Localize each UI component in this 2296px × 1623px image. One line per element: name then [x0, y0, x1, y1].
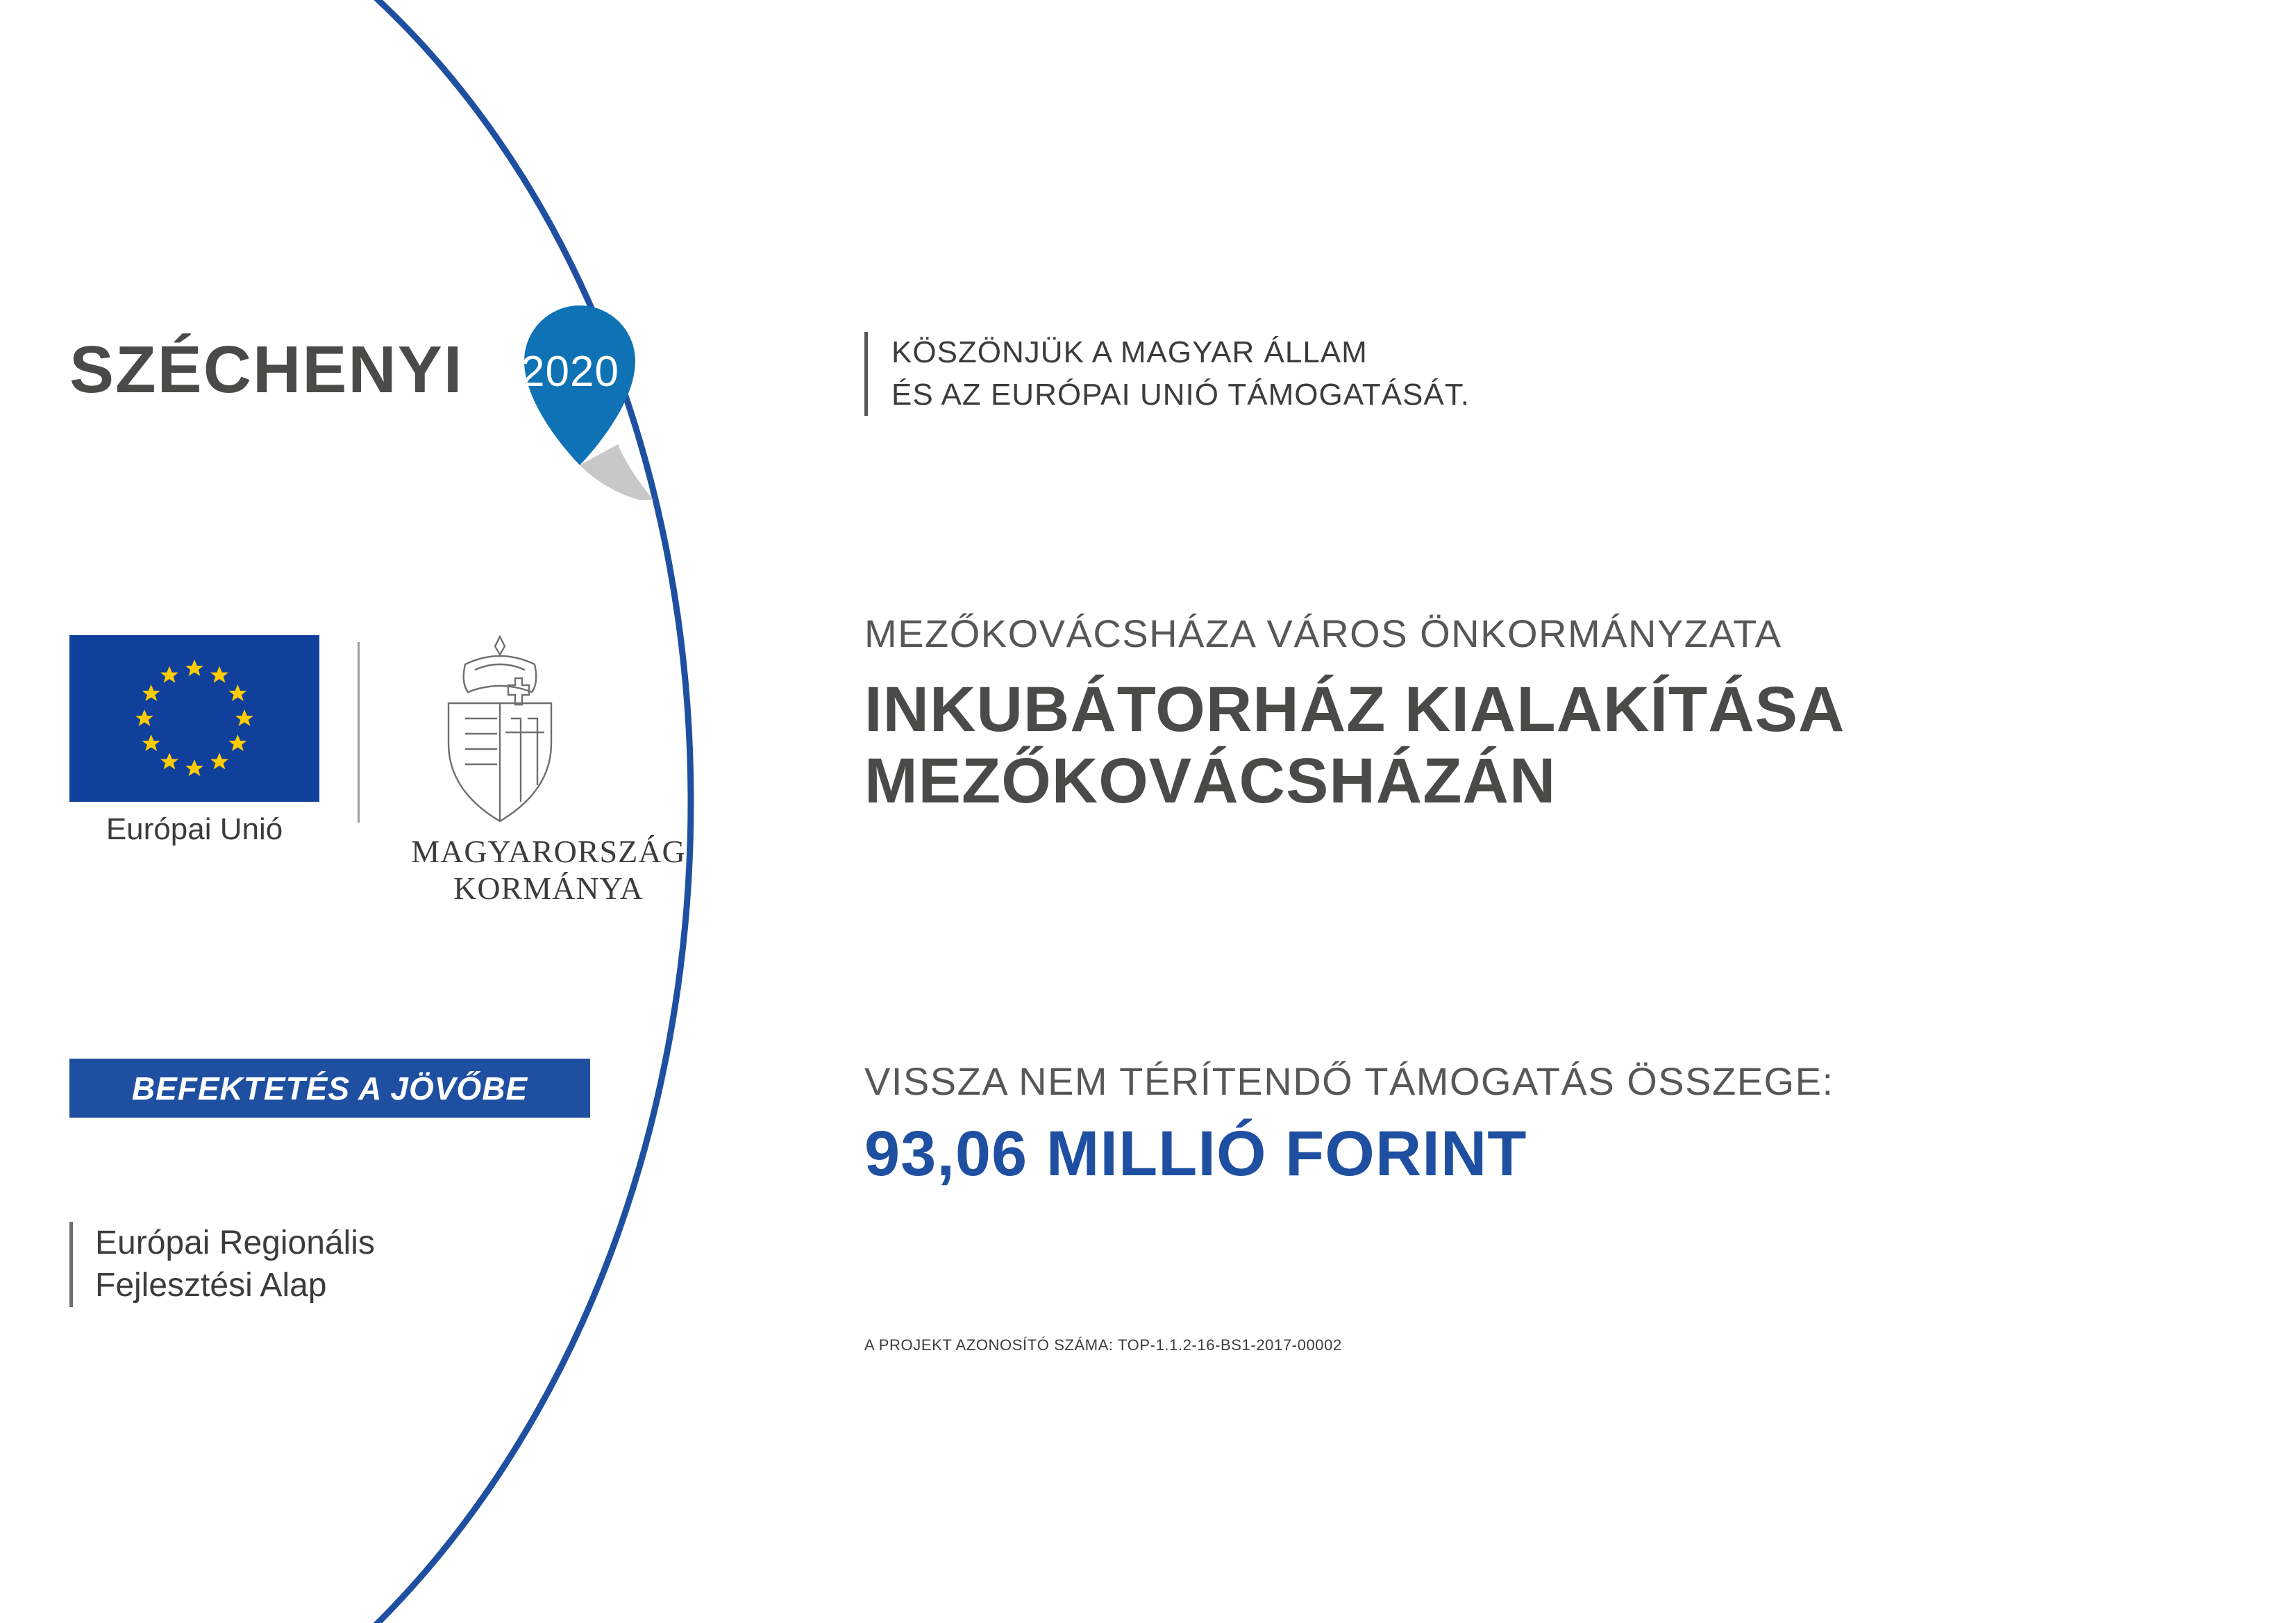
fund-line2: Fejlesztési Alap	[95, 1267, 327, 1304]
project-title-line2: MEZŐKOVÁCSHÁZÁN	[864, 746, 1557, 817]
eu-hungary-logo-row	[69, 635, 722, 906]
investing-in-future-ribbon	[69, 1059, 590, 1118]
logo-column	[69, 0, 736, 1623]
map-pin-icon	[500, 292, 673, 500]
fund-name-block	[69, 1222, 623, 1307]
project-title	[864, 674, 2184, 817]
hungary-government-label	[375, 833, 722, 907]
information-column	[864, 0, 2225, 1623]
hungary-gov-line2: KORMÁNYA	[453, 871, 644, 906]
logo-divider	[358, 642, 360, 823]
european-union-flag	[69, 635, 319, 802]
grant-amount: 93,06 MILLIÓ FORINT	[864, 1118, 1527, 1189]
eu-label: Európai Unió	[106, 812, 283, 846]
ribbon-label: BEFEKTETÉS A JÖVŐBE	[131, 1070, 528, 1107]
szechenyi-year: 2020	[521, 348, 619, 396]
thanks-line1: KÖSZÖNJÜK A MAGYAR ÁLLAM	[891, 335, 1368, 369]
szechenyi-wordmark: SZÉCHENYI	[69, 333, 464, 407]
project-block	[864, 611, 2184, 817]
hungary-gov-line1: MAGYARORSZÁG	[411, 834, 686, 869]
thanks-line2: ÉS AZ EURÓPAI UNIÓ TÁMOGATÁSÁT.	[891, 377, 1470, 412]
project-title-line1: INKUBÁTORHÁZ KIALAKÍTÁSA	[864, 674, 1845, 745]
thanks-block	[864, 332, 1470, 416]
fund-line1: Európai Regionális	[95, 1225, 375, 1261]
hungary-coat-of-arms	[424, 628, 576, 830]
grant-block	[864, 1059, 2184, 1191]
project-owner: MEZŐKOVÁCSHÁZA VÁROS ÖNKORMÁNYZATA	[864, 612, 1782, 655]
szechenyi-2020-logo	[69, 292, 680, 500]
grant-label: VISSZA NEM TÉRÍTENDŐ TÁMOGATÁS ÖSSZEGE:	[864, 1059, 1834, 1103]
project-identifier: A PROJEKT AZONOSÍTÓ SZÁMA: TOP-1.1.2-16-BS1-2017-00002	[864, 1336, 1342, 1354]
